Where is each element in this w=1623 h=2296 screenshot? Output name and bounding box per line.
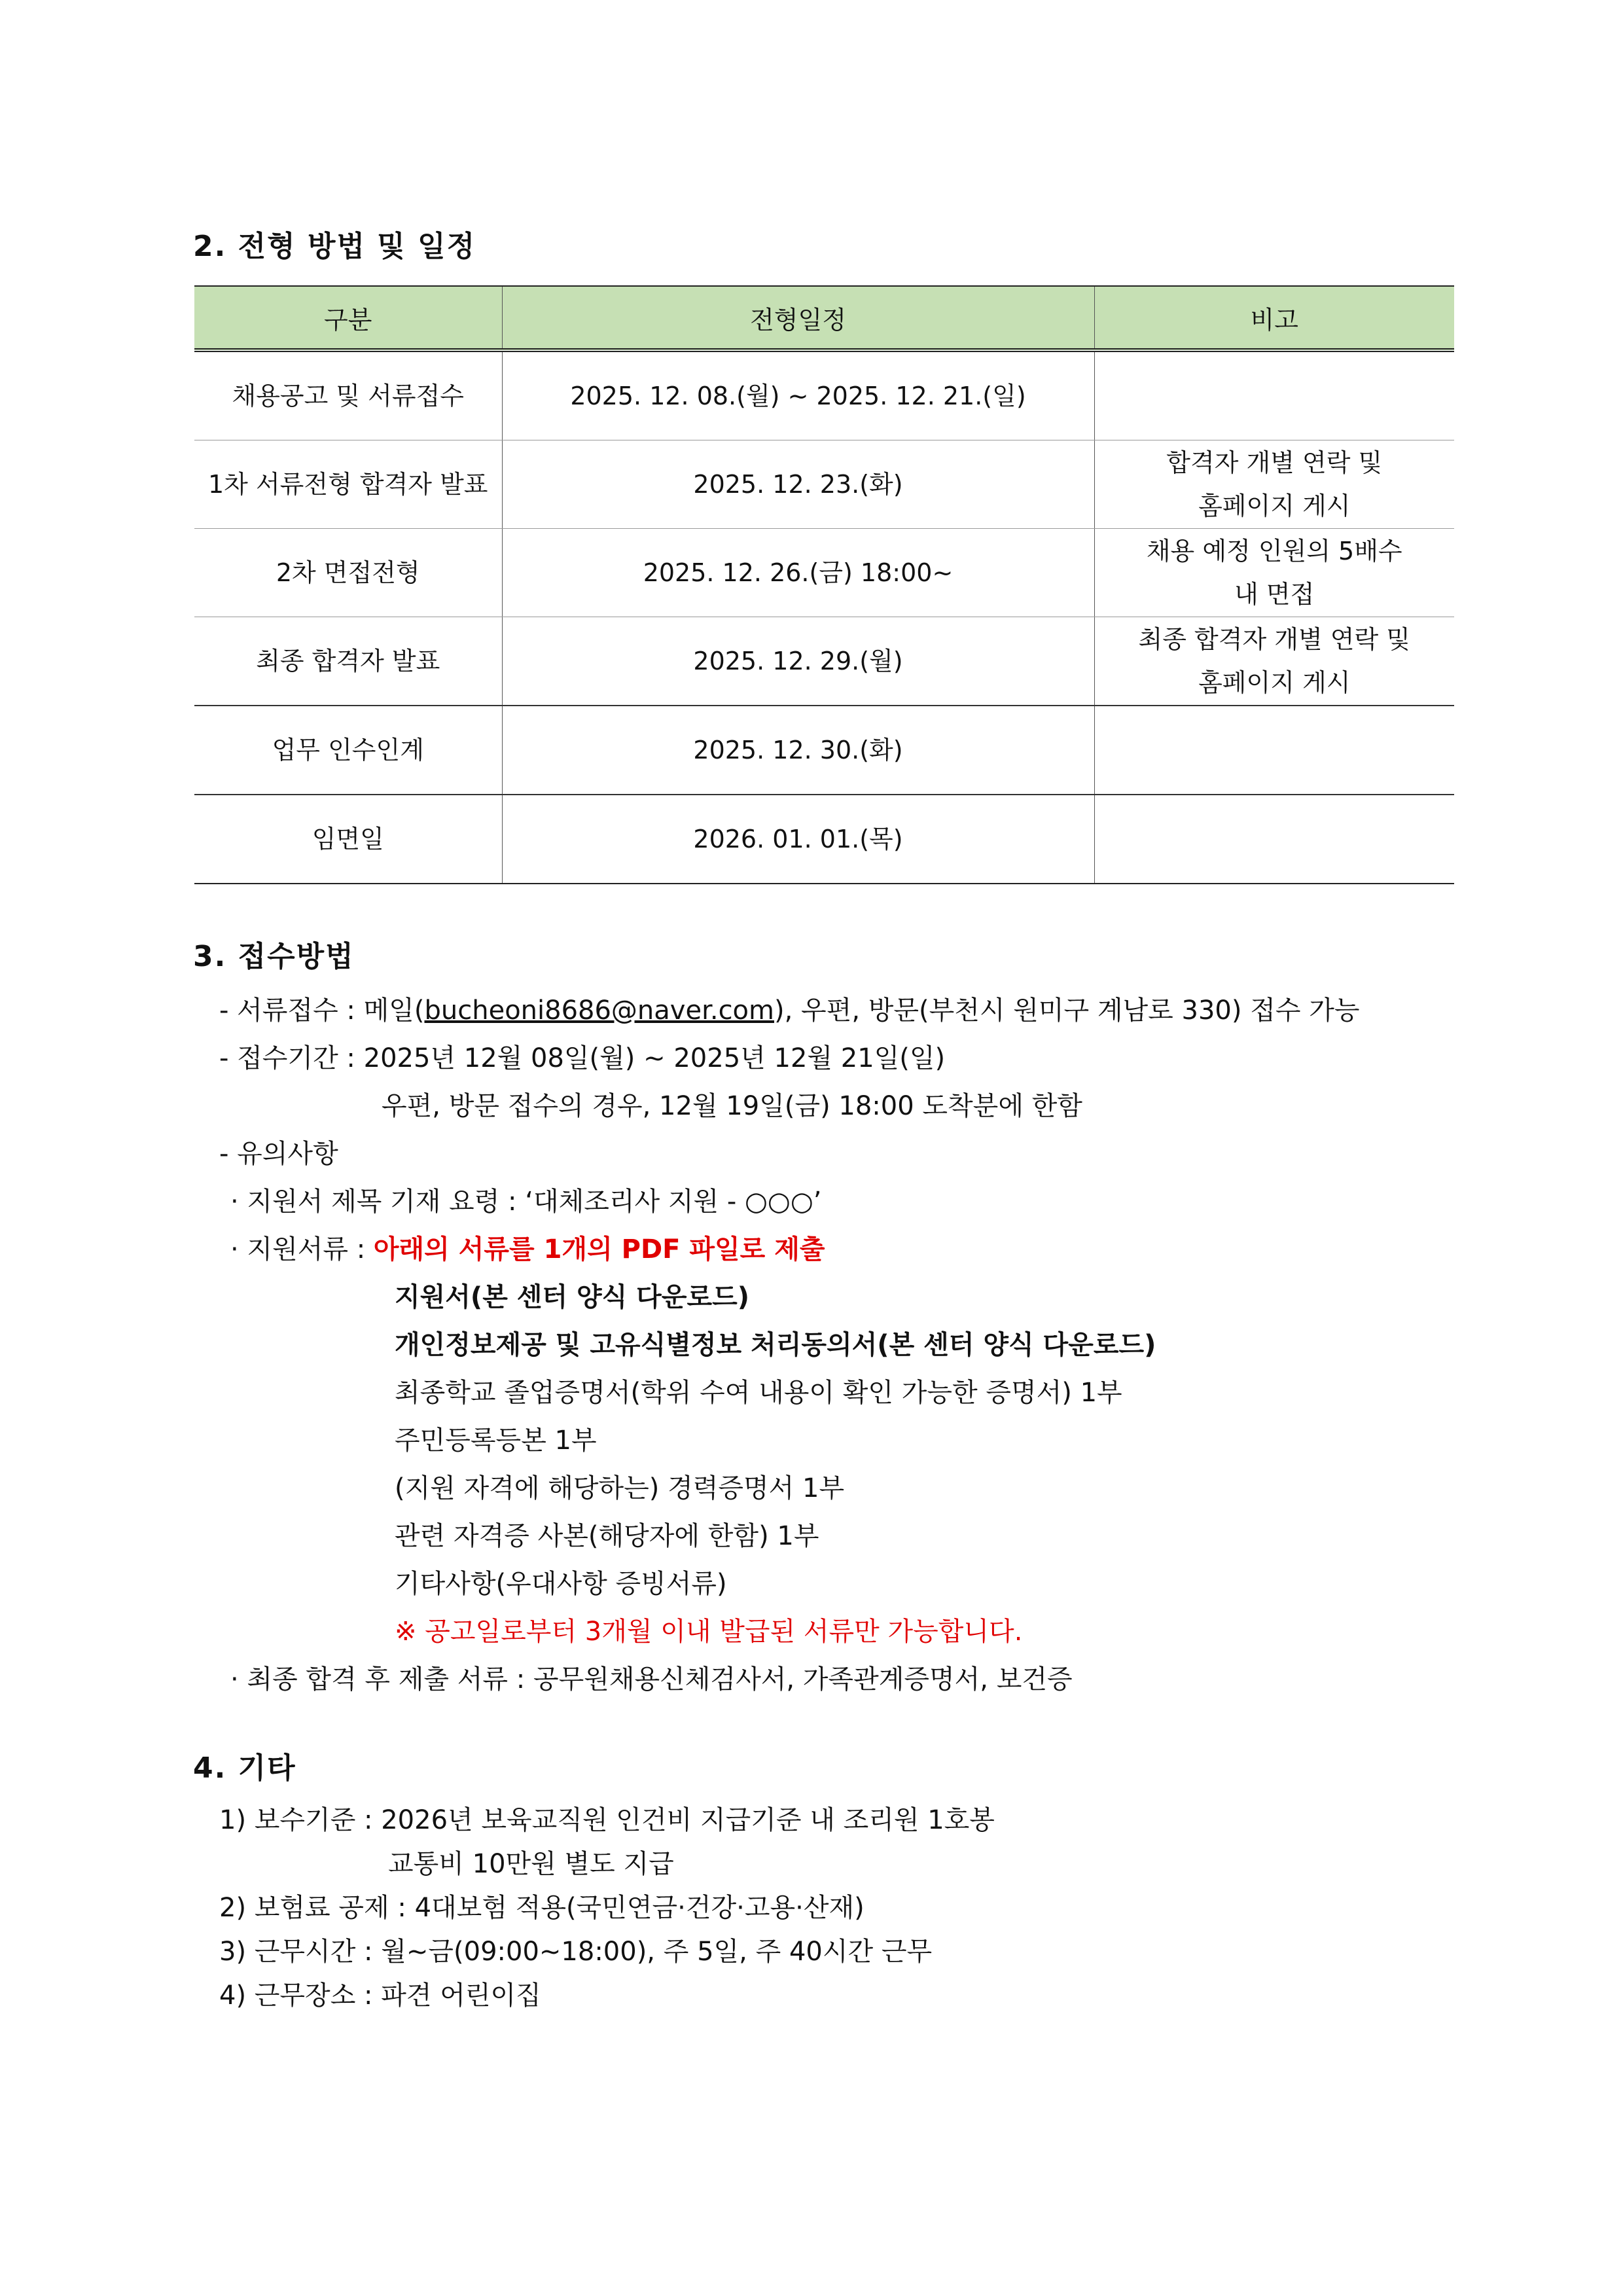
row-schedule: 2025. 12. 23.(화) <box>502 440 1094 529</box>
note-line-1: 최종 합격자 개별 연락 및 <box>1138 625 1410 654</box>
row-note <box>1094 529 1454 617</box>
table-row <box>194 617 1454 706</box>
document-item: 기타사항(우대사항 증빙서류) <box>395 1569 727 1599</box>
row-note <box>1094 795 1454 884</box>
row-category: 채용공고 및 서류접수 <box>194 350 502 440</box>
application-method-line <box>219 995 1359 1026</box>
row-note <box>1094 440 1454 529</box>
table-row <box>194 350 1454 440</box>
note-line-2: 홈페이지 게시 <box>1198 492 1351 520</box>
row-category: 2차 면접전형 <box>194 529 502 617</box>
note-line-1: 합격자 개별 연락 및 <box>1166 448 1383 477</box>
section-3-title: 3. 접수방법 <box>193 940 355 973</box>
documents-highlight: 아래의 서류를 1개의 PDF 파일로 제출 <box>373 1234 825 1265</box>
other-item: 교통비 10만원 별도 지급 <box>388 1849 674 1879</box>
note-line-2: 홈페이지 게시 <box>1198 668 1351 697</box>
table-row <box>194 529 1454 617</box>
application-method-suffix: ), 우편, 방문(부천시 원미구 계남로 330) 접수 가능 <box>774 996 1360 1026</box>
row-category: 최종 합격자 발표 <box>194 617 502 706</box>
row-schedule: 2026. 01. 01.(목) <box>502 795 1094 884</box>
subject-rule: · 지원서 제목 기재 요령 : ‘대체조리사 지원 - ○○○’ <box>230 1187 822 1217</box>
final-documents: · 최종 합격 후 제출 서류 : 공무원채용신체검사서, 가족관계증명서, 보건증 <box>230 1664 1073 1695</box>
note-line-1: 채용 예정 인원의 5배수 <box>1146 537 1402 565</box>
document-item: 관련 자격증 사본(해당자에 한함) 1부 <box>395 1521 819 1551</box>
documents-label: · 지원서류 : <box>230 1234 374 1265</box>
row-schedule: 2025. 12. 08.(월) ~ 2025. 12. 21.(일) <box>502 350 1094 440</box>
table-row <box>194 440 1454 529</box>
table-header-row <box>194 286 1454 350</box>
table-row <box>194 795 1454 884</box>
note-line-2: 내 면접 <box>1234 580 1315 609</box>
document-item: 개인정보제공 및 고유식별정보 처리동의서(본 센터 양식 다운로드) <box>395 1330 1156 1360</box>
table-row <box>194 706 1454 795</box>
notice-header: - 유의사항 <box>219 1139 338 1169</box>
row-schedule: 2025. 12. 26.(금) 18:00~ <box>502 529 1094 617</box>
header-category: 구분 <box>194 286 502 350</box>
application-period-note: 우편, 방문 접수의 경우, 12월 19일(금) 18:00 도착분에 한함 <box>382 1091 1082 1121</box>
schedule-table <box>194 285 1454 884</box>
section-4-title: 4. 기타 <box>193 1751 296 1785</box>
documents-warning: ※ 공고일로부터 3개월 이내 발급된 서류만 가능합니다. <box>395 1617 1023 1647</box>
document-item: 지원서(본 센터 양식 다운로드) <box>395 1282 750 1312</box>
row-note <box>1094 350 1454 440</box>
document-item: (지원 자격에 해당하는) 경력증명서 1부 <box>395 1473 845 1503</box>
section-2-title: 2. 전형 방법 및 일정 <box>193 230 476 263</box>
document-item: 최종학교 졸업증명서(학위 수여 내용이 확인 가능한 증명서) 1부 <box>395 1378 1122 1408</box>
document-item: 주민등록등본 1부 <box>395 1426 597 1456</box>
application-period: - 접수기간 : 2025년 12월 08일(월) ~ 2025년 12월 21일(일) <box>219 1043 946 1073</box>
header-note: 비고 <box>1094 286 1454 350</box>
other-item: 1) 보수기준 : 2026년 보육교직원 인건비 지급기준 내 조리원 1호봉 <box>219 1805 995 1835</box>
documents-line <box>230 1234 825 1265</box>
email-link[interactable]: bucheoni8686@naver.com <box>424 996 774 1026</box>
header-schedule: 전형일정 <box>502 286 1094 350</box>
other-item: 3) 근무시간 : 월~금(09:00~18:00), 주 5일, 주 40시간 근무 <box>219 1937 933 1967</box>
row-note <box>1094 617 1454 706</box>
row-schedule: 2025. 12. 30.(화) <box>502 706 1094 795</box>
row-note <box>1094 706 1454 795</box>
row-category: 임면일 <box>194 795 502 884</box>
row-category: 업무 인수인계 <box>194 706 502 795</box>
other-item: 2) 보험료 공제 : 4대보험 적용(국민연금·건강·고용·산재) <box>219 1893 865 1923</box>
row-schedule: 2025. 12. 29.(월) <box>502 617 1094 706</box>
row-category: 1차 서류전형 합격자 발표 <box>194 440 502 529</box>
other-item: 4) 근무장소 : 파견 어린이집 <box>219 1981 541 2011</box>
application-method-prefix: - 서류접수 : 메일( <box>219 996 425 1026</box>
